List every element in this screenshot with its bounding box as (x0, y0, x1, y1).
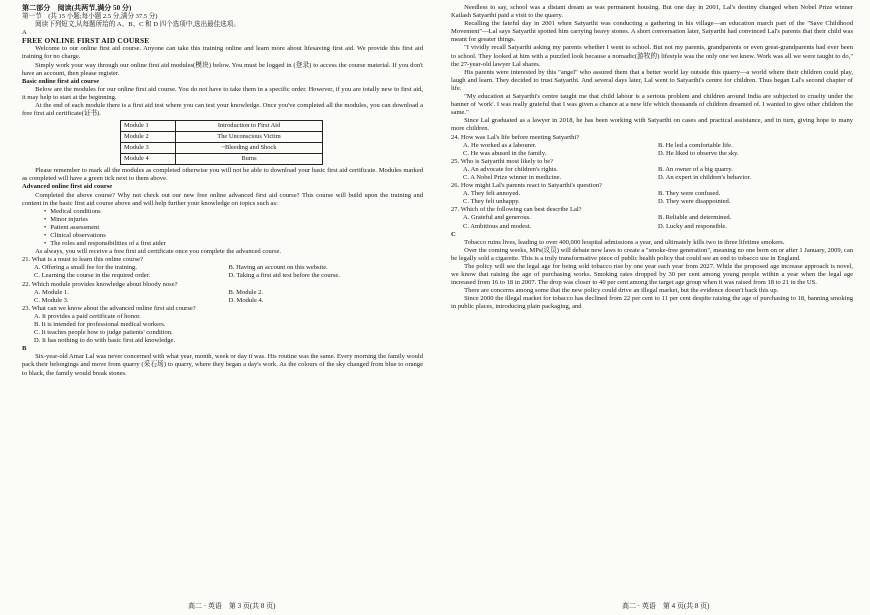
left-column (22, 4, 423, 378)
option: A. It provides a paid certificate of honor. (34, 312, 141, 320)
paragraph: Below are the modules for our online first aid course. You do not have to take them in a specific order. However, if you are totally new to first aid, it may help to start at the beginning. (22, 85, 423, 101)
option: A. They felt annoyed. (463, 190, 521, 198)
passage-c-letter: C (451, 230, 456, 238)
list-item: • Clinical observations (44, 232, 423, 240)
paragraph: Needless to say, school was a distant dream as was permanent housing. But one day in 2001, Lal's destiny changed when Nobel Prize winner Kailash Satyarthi paid a visit to the quarry. (451, 4, 853, 20)
topic-cell: Burns (176, 154, 323, 165)
paragraph: Over the coming weeks, MPs(议员) will debate new laws to create a "smoke-free generation", meaning no one born on or after 1 January, 2009, can be legally sold a cigarette. This is a truly transformative piece of public health policy that could see an end to tobacco use in England. (451, 246, 853, 262)
page-footer-left: 高二 · 英语 第 3 页(共 8 页) (188, 602, 276, 610)
table-row (121, 132, 323, 143)
module-cell: Module 1 (121, 121, 176, 132)
question-options (22, 264, 423, 280)
paragraph: The policy will see the legal age for being sold tobacco rise by one year each year from 2027. While the proposed age increase approach is novel, we know that raising the age of purchasing works. Smoking rates dropped by 30 per cent among young people within a year when the legal age increased from 16 to 18 in 2007. The drop was closer to 40 per cent among the target age group when it was raised from 18 to 21 in the US. (451, 263, 853, 287)
option: A. Grateful and generous. (463, 214, 531, 222)
passage-a-title: FREE ONLINE FIRST AID COURSE (22, 36, 150, 46)
option: C. Ambitious and modest. (463, 222, 532, 230)
option: B. Module 2. (228, 288, 264, 296)
page-footer-right: 高二 · 英语 第 4 页(共 8 页) (622, 602, 710, 610)
paragraph: Tobacco ruins lives, leading to over 400,000 hospital admissions a year, and ultimately kills two in three lifetime smokers. (464, 238, 785, 246)
paragraph: As always, you will receive a free first aid certificate once you complete the advanced course. (35, 248, 282, 256)
list-item: • Medical conditions (44, 208, 423, 216)
question-options (451, 166, 853, 182)
option: B. Having an account on this website. (228, 264, 328, 272)
option: C. A Nobel Prize winner in medicine. (463, 173, 562, 181)
paragraph: Simply work your way through our online first aid modules(模块) below. You must be logged in (登录) to access the course material. If you don't have an account, then please register. (22, 61, 423, 77)
option: C. It teaches people how to judge patients' condition. (34, 329, 173, 337)
topic-cell: ~Bleeding and Shock (176, 143, 323, 154)
table-row (121, 154, 323, 165)
option: D. It has nothing to do with basic first aid knowledge. (34, 337, 176, 345)
paragraph: Please remember to mark all the modules as completed otherwise you will not be able to download your basic first aid certificate. Modules marked as completed will have a green tick next to them above. (22, 167, 423, 183)
module-cell: Module 4 (121, 154, 176, 165)
question-options (451, 190, 853, 206)
option: C. He was abused in the family. (463, 149, 547, 157)
table-row (121, 143, 323, 154)
option: C. Module 3. (34, 296, 69, 304)
paragraph: Since 2000 the illegal market for tobacco has declined from 22 per cent to 11 per cent despite raising the age of purchasing to 18, banning smoking in public places, introducing plain packaging, and (451, 295, 853, 311)
question-options (451, 214, 853, 230)
paragraph: There are concerns among some that the new policy could drive an illegal market, but the evidence doesn't back this up. (464, 287, 779, 295)
paragraph: At the end of each module there is a first aid test where you can test your knowledge. Once you've completed all the modules, you can download a free first aid certificate(证书). (22, 102, 423, 118)
option: B. Reliable and determined. (658, 214, 732, 222)
section-heading: Advanced online first aid course (22, 183, 113, 191)
question-stem: 22. Which module provides knowledge about bloody nose? (22, 280, 178, 288)
option: D. Module 4. (228, 296, 264, 304)
paragraph: Welcome to our online first aid course. Anyone can take this training online and learn more about lifesaving first aid. We provide this first aid training for no charge. (22, 45, 423, 61)
option: A. Offering a small fee for the training. (34, 264, 137, 272)
option: B. He led a comfortable life. (658, 141, 733, 149)
topic-cell: Introduction to First Aid (176, 121, 323, 132)
list-item: • The roles and responsibilities of a first aider (44, 240, 423, 248)
module-cell: Module 3 (121, 143, 176, 154)
option: A. Module 1. (34, 288, 69, 296)
question-options (22, 289, 423, 305)
paragraph: Since Lal graduated as a lawyer in 2018, he has been working with Satyarthi on cases and practical assistance, and in turn, giving hope to many more children. (451, 117, 853, 133)
question-stem: 21. What is a must to learn this online course? (22, 256, 143, 264)
option: A. He worked as a labourer. (463, 141, 537, 149)
question-stem: 24. How was Lal's life before meeting Satyarthi? (451, 133, 580, 141)
list-item: • Patient assessment (44, 224, 423, 232)
question-stem: 23. What can we know about the advanced online first aid course? (22, 304, 196, 312)
part-title: 第二部分 阅读(共两节,满分 50 分) (22, 4, 132, 12)
module-cell: Module 2 (121, 132, 176, 143)
option: B. They were confused. (658, 190, 721, 198)
paragraph: Six-year-old Amar Lal was never concerned with what year, month, week or day it was. His routine was the same. Every morning the family would pack their belongings and move from quarry (采石场) to quarry, where they began a day's work. As the colours of the sky changed from blue to orange to black, the family would break stones. (22, 353, 423, 377)
right-column (451, 4, 853, 312)
option: D. An expert in children's behavior. (658, 173, 751, 181)
option: C. Learning the course in the required order. (34, 272, 151, 280)
option: B. It is intended for professional medical workers. (34, 321, 166, 328)
question-stem: 27. Which of the following can best describe Lal? (451, 206, 582, 214)
question-options (22, 313, 423, 345)
paragraph: Recalling the fateful day in 2001 when Satyarthi was conducting a gathering in his village—an education march part of the "Save Childhood Movement"—Lal says Satyarthi spotted him carrying heavy stones. A short conversation later, Satyarthi had convinced Lal's parents that their child was meant for greater things. (451, 20, 853, 44)
paragraph: Completed the above course? Why not check out our new free online advanced first aid course? This course will build upon the training and content in the basic first aid course above and will help further your knowledge on topics such as: (22, 191, 423, 207)
option: D. They were disappointed. (658, 198, 731, 206)
table-row (121, 121, 323, 132)
list-item: • Minor injuries (44, 216, 423, 224)
modules-table (120, 120, 323, 165)
option: D. Lucky and responsible. (658, 222, 727, 230)
option: B. An owner of a big quarry. (658, 165, 733, 173)
passage-b-letter: B (22, 345, 27, 353)
section-heading: Basic online first aid course (22, 77, 100, 85)
option: D. He liked to observe the sky. (658, 149, 739, 157)
option: D. Taking a first aid test before the course. (228, 272, 340, 280)
paragraph: His parents were interested by this "angel" who assured them that a better world lay outside this quarry—a world where their children could play, laugh and learn. They decided to trust Satyarthi. And several days later, Lal went to Satyarthi's centre for children. Thus began Lal's second chapter of life. (451, 68, 853, 92)
topic-list (22, 208, 423, 248)
instruction: 阅读下列短文,从每题所给的 A、B、C 和 D 四个选项中,选出最佳选项。 (35, 21, 240, 29)
question-stem: 26. How might Lal's parents react to Satyarthi's question? (451, 182, 602, 190)
option: A. An advocate for children's rights. (463, 165, 558, 173)
topic-cell: The Unconscious Victim (176, 132, 323, 143)
question-options (451, 142, 853, 158)
section-title: 第一节 (共 15 小题;每小题 2.5 分,满分 37.5 分) (22, 13, 158, 20)
question-stem: 25. Who is Satyarthi most likely to be? (451, 157, 554, 165)
option: C. They felt unhappy. (463, 198, 520, 206)
paragraph: "I vividly recall Satyarthi asking my parents whether I went to school. But not my parents, grandparents or even great-grandparents had ever been to school. They looked at him with a puzzled look because a nomadic(游牧的) lifestyle was the only one we knew. Work was all we were taught to do," the 27-year-old lawyer Lal shares. (451, 44, 853, 68)
paragraph: "My education at Satyarthi's centre taught me that child labour is a serious problem and children around India are subjected to cruelty under the banner of 'work'. I was really grateful that I was given a chance at a new life which thousands of children dreamed of. I wanted to give other children the same." (451, 93, 853, 117)
passage-a-letter: A (22, 29, 27, 37)
